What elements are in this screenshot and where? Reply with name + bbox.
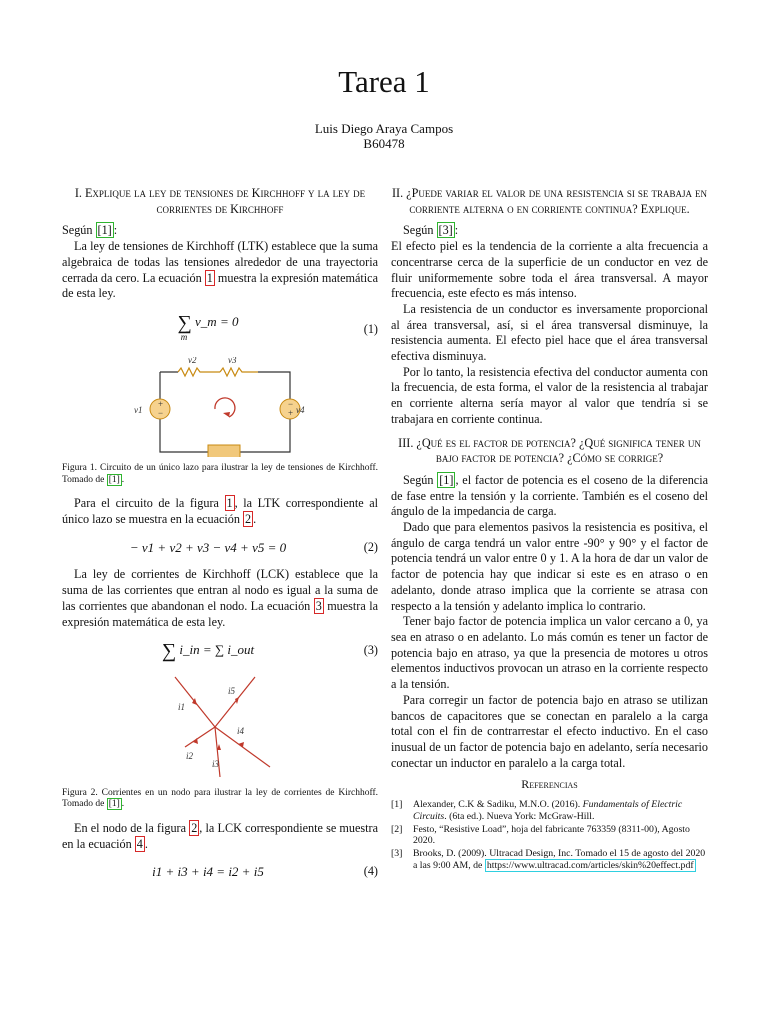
label-i4: i4 (237, 725, 245, 736)
text: , el factor de potencia es el coseno de la diferencia de fase entre la tensión y la corriente. También es el coseno del ángulo de la impedancia de carga. (391, 472, 708, 519)
text: . (253, 512, 257, 527)
text: Según (403, 472, 438, 487)
circuit-wire (160, 372, 290, 452)
text: : (113, 223, 118, 238)
equation-ref-link[interactable]: 3 (315, 598, 322, 613)
paragraph: El efecto piel es la tendencia de la corriente a alta frecuencia a concentrarse cerca de la superficie de un conductor en vez de fluir uniformemente sobre toda el área transversal. A mayor frecuencia, este efecto es más intenso. (391, 239, 708, 301)
equation-3-number: (3) (363, 643, 378, 658)
left-column (62, 186, 378, 892)
text: . (6ta ed.). Nueva York: McGraw-Hill. (444, 810, 595, 822)
text: Figura 2. Corrientes en un nodo para ilustrar la ley de corrientes de Kirchhoff. Tomado de (62, 787, 378, 810)
equation-1-body (62, 311, 354, 345)
figure-1-caption (62, 463, 378, 486)
equation-text: ν_m = 0 (195, 313, 239, 329)
label-i5: i5 (228, 685, 236, 696)
equation-2 (62, 540, 378, 556)
reference-item (391, 799, 708, 823)
svg-text:+: + (288, 408, 294, 419)
figure-1-circuit (130, 357, 310, 457)
text: Según (62, 223, 96, 238)
text: Fundamentals of Electric Circuits (413, 799, 683, 822)
text: Brooks, D. (2009). Ultracad Design, Inc. Tomado el 15 de agosto del 2020 a las 9:00 AM, de (413, 848, 706, 871)
paragraph (391, 223, 708, 239)
paragraph (62, 223, 378, 239)
current-line-i3 (215, 727, 220, 777)
current-line-i5 (215, 677, 255, 727)
equation-ref-link[interactable]: 1 (206, 270, 213, 285)
text: . (121, 474, 125, 485)
figure-2-caption (62, 788, 378, 811)
paragraph (391, 473, 708, 520)
text: La ley de corrientes de Kirchhoff (LCK) establece que la suma de las corrientes que entran al nodo es igual a la suma de las corrientes que abandonan el nodo. La ecuación (62, 567, 378, 613)
text: muestra la expresión matemática de esta ley. (62, 270, 378, 301)
label-i2: i2 (186, 750, 194, 761)
current-line-i2 (185, 727, 215, 747)
label-i1: i1 (178, 701, 186, 712)
sum-symbol: ∑ (177, 311, 192, 334)
label-v1: v1 (134, 405, 143, 416)
equation-4 (62, 864, 378, 880)
references-list (391, 799, 708, 872)
paragraph: Tener bajo factor de potencia implica un valor cercano a 0, ya sea en atraso o en adelanto. Lo más común es tener un factor de potencia bajo en atraso, ya que la presencia de motores u otros elementos inductivos provocan un atraso en la corriente respecto a la tensión. (391, 614, 708, 692)
figure-2-node (160, 672, 280, 782)
reference-text (413, 848, 708, 872)
text: : (454, 223, 459, 238)
text: , la LCK correspondiente se muestra en la ecuación (62, 820, 378, 851)
author-name: Luis Diego Araya Campos (314, 121, 454, 136)
equation-2-number: (2) (363, 539, 378, 554)
text: . (144, 836, 148, 851)
text: Según (403, 223, 437, 238)
section-3-heading: III. ¿Qué es el factor de potencia? ¿Qué significa tener un bajo factor de potencia? ¿Cómo se corrige? (398, 435, 701, 466)
label-i3: i3 (212, 758, 220, 769)
citation-link[interactable]: [3] (438, 223, 453, 238)
svg-text:+: + (158, 399, 164, 410)
text: Para el circuito de la figura (74, 496, 225, 511)
equation-2-body: − ν1 + ν2 + ν3 − ν4 + ν5 = 0 (129, 539, 287, 555)
right-column (391, 186, 708, 873)
citation-link[interactable]: [1] (439, 472, 454, 487)
reference-label: [1] (391, 799, 403, 811)
reference-label: [2] (391, 823, 403, 835)
paper-title: Tarea 1 (338, 64, 430, 99)
section-2-heading: II. ¿Puede variar el valor de una resistencia si se trabaja en corriente alterna o en corriente continua? Explique. (391, 186, 708, 216)
label-v2: v2 (188, 357, 197, 366)
paragraph (62, 496, 378, 527)
reference-label: [3] (391, 848, 403, 860)
paragraph (62, 821, 378, 852)
author-block (0, 121, 768, 151)
equation-subscript: m (180, 331, 188, 342)
equation-ref-link[interactable]: 2 (245, 512, 252, 527)
reference-item (391, 848, 708, 872)
reference-text (413, 799, 708, 823)
citation-link[interactable]: [1] (97, 223, 112, 238)
paragraph: La resistencia de un conductor es inversamente proporcional al área transversal, así, si el área transversal disminuye, la resistencia aumenta. El efecto piel hace que el área transversal efectiva disminuya. (391, 301, 708, 364)
label-v3: v3 (228, 357, 237, 366)
paragraph: Dado que para elementos pasivos la resistencia es positiva, el ángulo de carga tendrá un valor entre -90° y 90° y el factor de potencia tendrá un valor entre 0 y 1. A la hora de dar un valor de factor de potencia hay que indicar si este es en atraso o en adelanto, donde atraso implica que la corriente se atrasa con respecto a la tensión y adelanto implica lo contrario. (391, 520, 708, 613)
label-v4: v4 (296, 405, 305, 416)
element-v5 (208, 445, 240, 457)
arrow-i5-icon (235, 697, 239, 704)
equation-3 (62, 640, 378, 663)
equation-1-number: (1) (363, 321, 378, 336)
arrow-head-icon (223, 412, 230, 417)
equation-3-body (62, 640, 354, 663)
equation-1 (62, 311, 378, 345)
section-1-heading: I. Explique la ley de tensiones de Kirchhoff y la ley de corrientes de Kirchhoff (74, 186, 366, 216)
resistor-v3 (220, 368, 258, 376)
text: Alexander, C.K & Sadiku, M.N.O. (2016). (413, 799, 583, 811)
equation-ref-link[interactable]: 4 (136, 836, 143, 851)
reference-url-link[interactable]: https://www.ultracad.com/articles/skin%20effect.pdf (486, 860, 694, 871)
citation-link[interactable]: [1] (108, 474, 120, 485)
reference-item (391, 824, 708, 848)
svg-text:−: − (288, 399, 294, 410)
text: . (121, 799, 125, 810)
paragraph: Por lo tanto, la resistencia efectiva del conductor aumenta con la frecuencia, de esta forma, el valor de la resistencia al trabajar en corriente alterna sería mayor al valor que tendría si se trabajara en corriente continua. (391, 364, 708, 426)
text: La ley de tensiones de Kirchhoff (LTK) establece que la suma algebraica de todas las tensiones alrededor de una trayectoria cerrada da cero. La ecuación (62, 239, 378, 285)
paragraph (62, 567, 378, 630)
student-id: B60478 (363, 136, 405, 151)
references-heading: Referencias (521, 777, 578, 792)
paragraph (62, 239, 378, 302)
equation-text: i_in = ∑ i_out (179, 642, 255, 658)
equation-4-body: i1 + i3 + i4 = i2 + i5 (152, 864, 264, 880)
reference-text: Festo, “Resistive Load”, hoja del fabricante 763359 (8311-00), Agosto 2020. (413, 823, 690, 847)
figure-ref-link[interactable]: 1 (226, 496, 233, 511)
sum-symbol: ∑ (161, 640, 177, 663)
text: En el nodo de la figura (74, 820, 190, 835)
svg-text:−: − (158, 408, 164, 419)
citation-link[interactable]: [1] (108, 799, 120, 810)
resistor-v2 (178, 368, 220, 376)
text: Figura 1. Circuito de un único lazo para ilustrar la ley de tensiones de Kirchhoff. Tomado de (62, 463, 378, 485)
equation-4-number: (4) (363, 864, 378, 879)
text: muestra la expresión matemática de esta ley. (62, 598, 378, 629)
figure-ref-link[interactable]: 2 (191, 820, 198, 835)
text: , la LTK correspondiente al único lazo se muestra en la ecuación (62, 496, 378, 527)
paragraph: Para corregir un factor de potencia bajo en atraso se utilizan bancos de capacitores que se conectan en paralelo a la carga total con el fin de contrarrestar el efecto inductivo. En el caso inusual de un factor de potencia bajo en adelanto, sería necesario conectar un inductor en paralelo a la carga total. (391, 692, 708, 770)
